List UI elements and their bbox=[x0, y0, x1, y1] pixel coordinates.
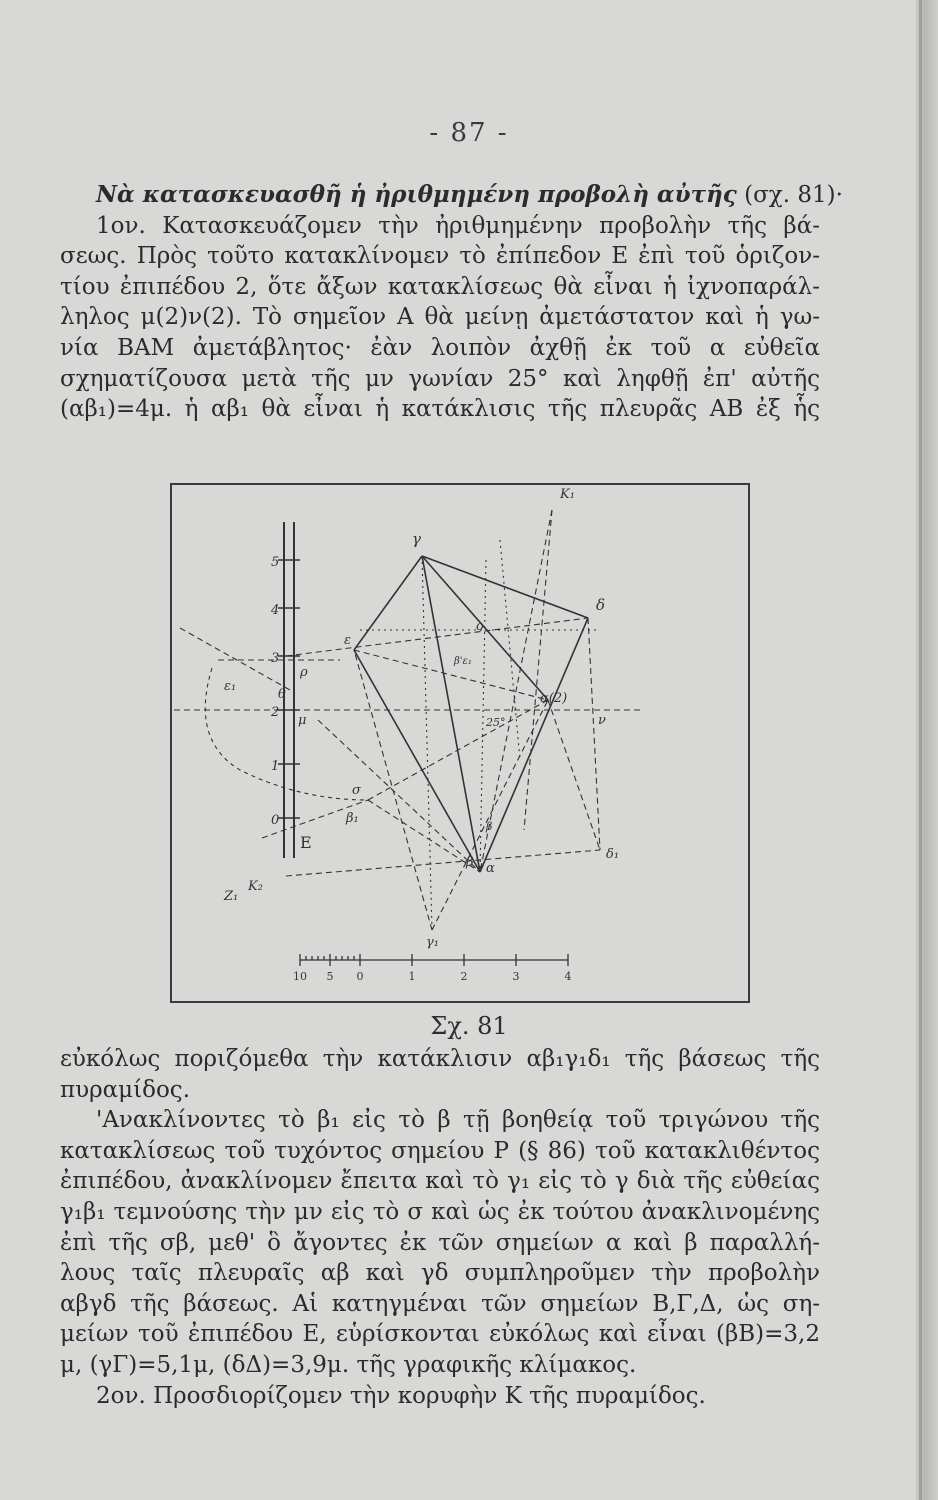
text-line: νία ΒΑΜ ἀμετάβλητος· ἐὰν λοιπὸν ἀχθῇ ἐκ τοῦ α εὐθεῖα bbox=[60, 334, 820, 361]
scale-label: 4 bbox=[564, 970, 572, 983]
text-line: σχηματίζουσα μετὰ τῆς μν γωνίαν 25° καὶ ληφθῇ ἐπ' αὐτῆς bbox=[60, 365, 820, 392]
label-alpha2: α(2) bbox=[540, 691, 568, 706]
label-25deg: 25° bbox=[486, 716, 506, 729]
text-line: μ, (γΓ)=5,1μ, (δΔ)=3,9μ. τῆς γραφικῆς κλίμακος. bbox=[60, 1351, 637, 1378]
heading-figure-ref: (σχ. 81)· bbox=[744, 182, 843, 208]
label-epsilon1: ε₁ bbox=[224, 679, 237, 694]
label-theta: θ bbox=[278, 687, 286, 702]
label-gamma1: γ₁ bbox=[426, 935, 439, 950]
label-delta: δ bbox=[596, 596, 606, 614]
page-number: - 87 - bbox=[429, 118, 509, 148]
scale-label: 1 bbox=[408, 970, 416, 983]
scale-label: 10 bbox=[293, 970, 307, 983]
text-line: λους ταῖς πλευραῖς αβ καὶ γδ συμπληροῦμεν τὴν προβολὴν bbox=[60, 1260, 820, 1287]
label-gamma: γ bbox=[412, 530, 421, 548]
construction-dashed-lines bbox=[174, 510, 640, 930]
text-line: σεως. Πρὸς τοῦτο κατακλίνομεν τὸ ἐπίπεδον Ε ἐπὶ τοῦ ὁριζον- bbox=[60, 243, 820, 270]
text-line: ληλος μ(2)ν(2). Τὸ σημεῖον Α θὰ μείνῃ ἀμετάστατον καὶ ἡ γω- bbox=[60, 304, 820, 331]
label-epsilon: ε bbox=[344, 633, 351, 648]
lower-text bbox=[60, 1044, 820, 1411]
label-o: o bbox=[476, 619, 484, 634]
text-line: (αβ₁)=4μ. ἡ αβ₁ θὰ εἶναι ἡ κατάκλισις τῆς πλευρᾶς ΑΒ ἐξ ἧς bbox=[60, 396, 820, 423]
text-line: ἐπιπέδου, ἀνακλίνομεν ἔπειτα καὶ τὸ γ₁ εἰς τὸ γ διὰ τῆς εὐθείας bbox=[60, 1168, 820, 1195]
scale-label: 0 bbox=[356, 970, 364, 983]
text-line: ἐπὶ τῆς σβ, μεθ' ὃ ἄγοντες ἐκ τῶν σημείων α καὶ β παραλλή- bbox=[60, 1229, 820, 1256]
label-beta1: β₁ bbox=[346, 811, 359, 826]
label-plane-E: Ε bbox=[300, 833, 312, 852]
text-line: εὐκόλως ποριζόμεθα τὴν κατάκλισιν αβ₁γ₁δ₁ τῆς βάσεως τῆς bbox=[60, 1046, 820, 1072]
label-alpha: α bbox=[486, 861, 495, 876]
label-sigma: σ bbox=[352, 783, 361, 798]
heading-italic: Νὰ κατασκευασθῆ ἡ ἠριθμημένη προβολὴ αὐτῆς bbox=[96, 181, 737, 208]
label-beta: β bbox=[466, 855, 474, 870]
label-scale-2: 2 bbox=[271, 705, 280, 720]
text-line: 'Ανακλίνοντες τὸ β₁ εἰς τὸ β τῇ βοηθείᾳ τοῦ τριγώνου τῆς bbox=[96, 1107, 820, 1134]
label-scale-4: 4 bbox=[271, 603, 280, 618]
label-scale-3: 3 bbox=[271, 651, 280, 666]
scale-label: 3 bbox=[512, 970, 520, 983]
figure-caption: Σχ. 81 bbox=[430, 1012, 508, 1040]
label-k1: K₁ bbox=[560, 487, 575, 502]
label-delta1: δ₁ bbox=[606, 847, 620, 862]
graphic-scale bbox=[300, 954, 568, 966]
text-line: τίου ἐπιπέδου 2, ὅτε ἄξων κατακλίσεως θὰ εἶναι ἡ ἰχνοπαράλ- bbox=[60, 273, 820, 300]
text-line: κατακλίσεως τοῦ τυχόντος σημείου Ρ (§ 86) τοῦ κατακλιθέντος bbox=[60, 1137, 820, 1164]
label-rho: ρ bbox=[300, 665, 308, 680]
scale-label: 2 bbox=[460, 970, 468, 983]
graphic-scale-labels bbox=[293, 970, 572, 983]
label-scale-0: 0 bbox=[271, 813, 280, 828]
label-beta-eps1: β'ε₁ bbox=[454, 656, 472, 667]
label-mu: μ bbox=[298, 713, 307, 728]
label-nu: ν bbox=[598, 713, 606, 728]
label-k2: K₂ bbox=[248, 879, 263, 894]
text-line: πυραμίδος. bbox=[60, 1076, 191, 1103]
label-z1: Z₁ bbox=[224, 889, 239, 904]
text-line: 2ον. Προσδιορίζομεν τὴν κορυφὴν Κ τῆς πυραμίδος. bbox=[96, 1382, 706, 1409]
label-scale-5: 5 bbox=[271, 555, 280, 570]
text-line: αβγδ τῆς βάσεως. Αἱ κατηγμέναι τῶν σημείων Β,Γ,Δ, ὡς ση- bbox=[60, 1290, 820, 1317]
text-line: 1ον. Κατασκευάζομεν τὴν ἠριθμημένην προβολὴν τῆς βά- bbox=[96, 212, 820, 239]
text-line: μείων τοῦ ἐπιπέδου Ε, εὑρίσκονται εὐκόλως καὶ εἶναι (βΒ)=3,2 bbox=[60, 1321, 820, 1348]
text-line: γ₁β₁ τεμνούσης τὴν μν εἰς τὸ σ καὶ ὡς ἐκ τούτου ἀνακλινομένης bbox=[60, 1198, 820, 1225]
scale-label: 5 bbox=[326, 970, 334, 983]
label-beta-small: β bbox=[486, 820, 493, 833]
label-scale-1: 1 bbox=[271, 759, 280, 774]
